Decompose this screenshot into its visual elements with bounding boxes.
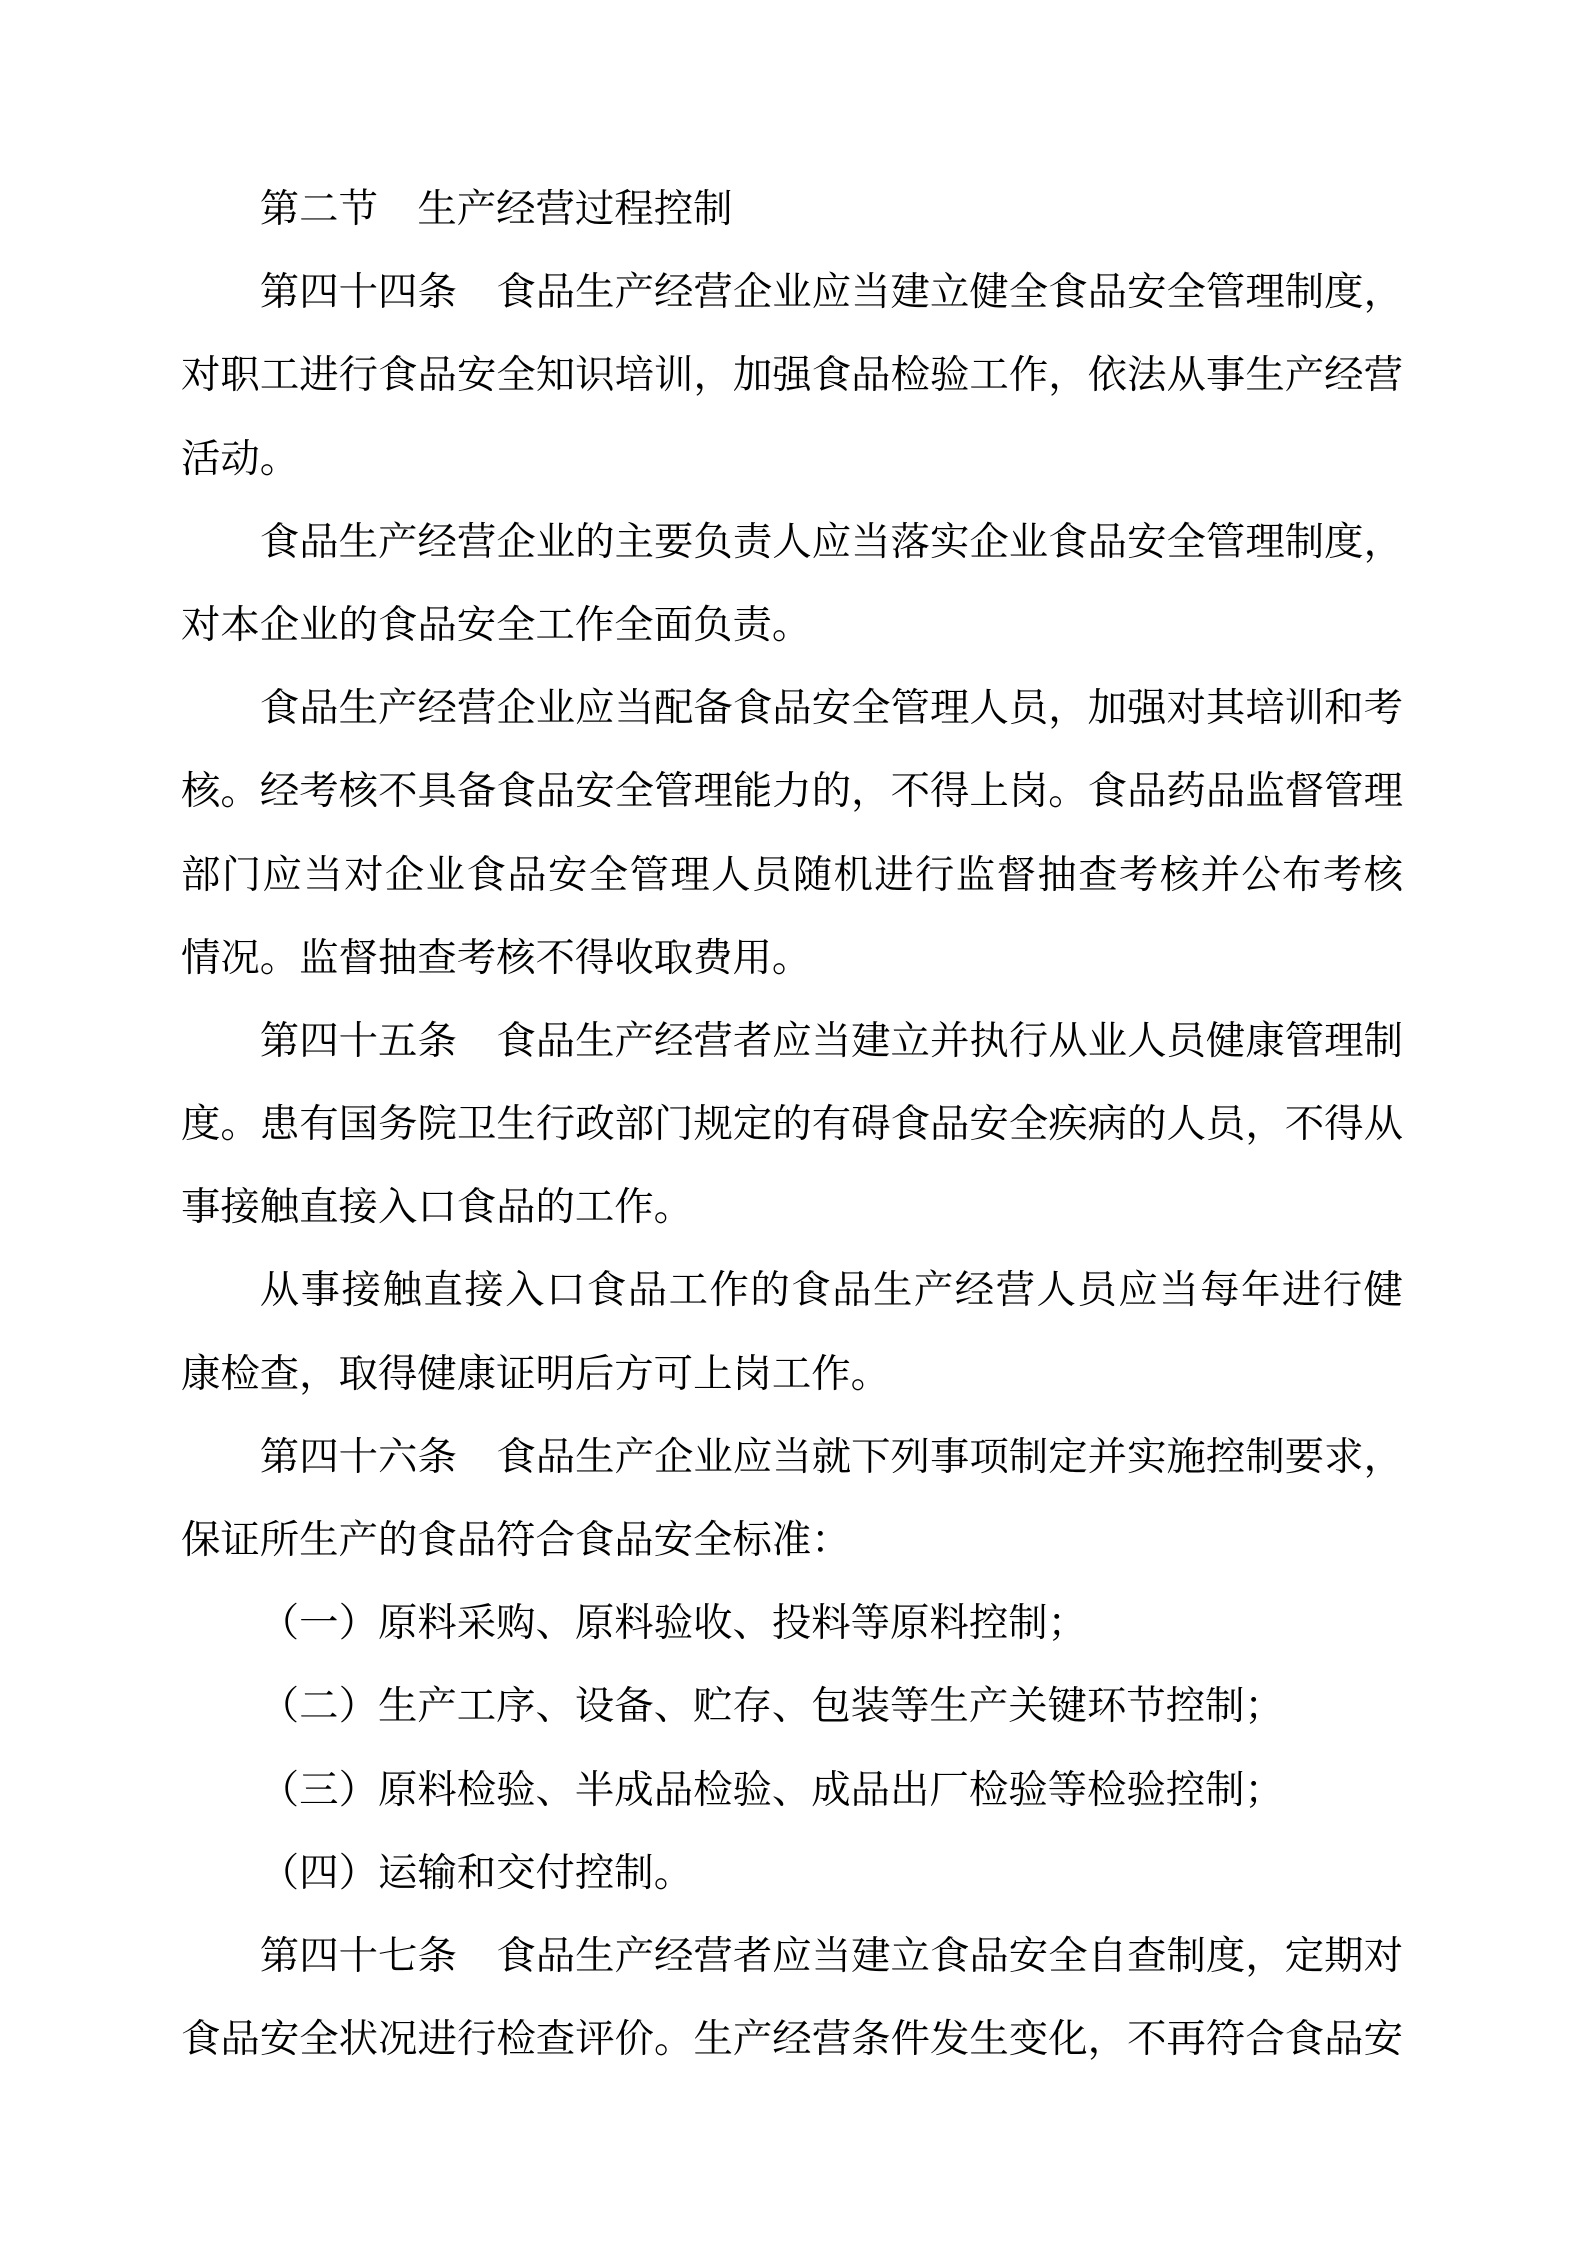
text-line: （三）原料检验、半成品检验、成品出厂检验等检验控制； xyxy=(259,1766,1284,1813)
text-line: 核。经考核不具备食品安全管理能力的，不得上岗。食品药品监督管理 xyxy=(181,768,1403,815)
text-line: 康检查，取得健康证明后方可上岗工作。 xyxy=(181,1350,891,1397)
text-line: 度。患有国务院卫生行政部门规定的有碍食品安全疾病的人员，不得从 xyxy=(181,1101,1403,1148)
text-line: 活动。 xyxy=(181,435,300,482)
text-line: 事接触直接入口食品的工作。 xyxy=(181,1184,694,1231)
text-line: 第四十四条 食品生产经营企业应当建立健全食品安全管理制度， xyxy=(259,269,1403,316)
text-lines xyxy=(181,168,1403,2081)
text-line: 部门应当对企业食品安全管理人员随机进行监督抽查考核并公布考核 xyxy=(181,851,1403,898)
text-line: 保证所生产的食品符合食品安全标准： xyxy=(181,1517,851,1563)
text-line: 对本企业的食品安全工作全面负责。 xyxy=(181,601,812,648)
text-line: 从事接触直接入口食品工作的食品生产经营人员应当每年进行健 xyxy=(259,1267,1403,1314)
section-heading: 第二节 生产经营过程控制 xyxy=(259,186,733,232)
text-line: 食品安全状况进行检查评价。生产经营条件发生变化，不再符合食品安 xyxy=(181,2016,1403,2063)
text-line: 食品生产经营企业的主要负责人应当落实企业食品安全管理制度， xyxy=(259,518,1403,565)
text-line: 第四十六条 食品生产企业应当就下列事项制定并实施控制要求， xyxy=(259,1433,1403,1480)
text-line: 情况。监督抽查考核不得收取费用。 xyxy=(181,934,812,981)
text-line: （四）运输和交付控制。 xyxy=(259,1849,694,1896)
text-line: （一）原料采购、原料验收、投料等原料控制； xyxy=(259,1600,1087,1647)
text-line: 对职工进行食品安全知识培训，加强食品检验工作，依法从事生产经营 xyxy=(181,352,1403,399)
text-line: 第四十七条 食品生产经营者应当建立食品安全自查制度，定期对 xyxy=(259,1932,1403,1979)
text-line: 食品生产经营企业应当配备食品安全管理人员，加强对其培训和考 xyxy=(259,685,1403,732)
text-line: 第四十五条 食品生产经营者应当建立并执行从业人员健康管理制 xyxy=(259,1017,1403,1064)
text-line: （二）生产工序、设备、贮存、包装等生产关键环节控制； xyxy=(259,1683,1284,1730)
